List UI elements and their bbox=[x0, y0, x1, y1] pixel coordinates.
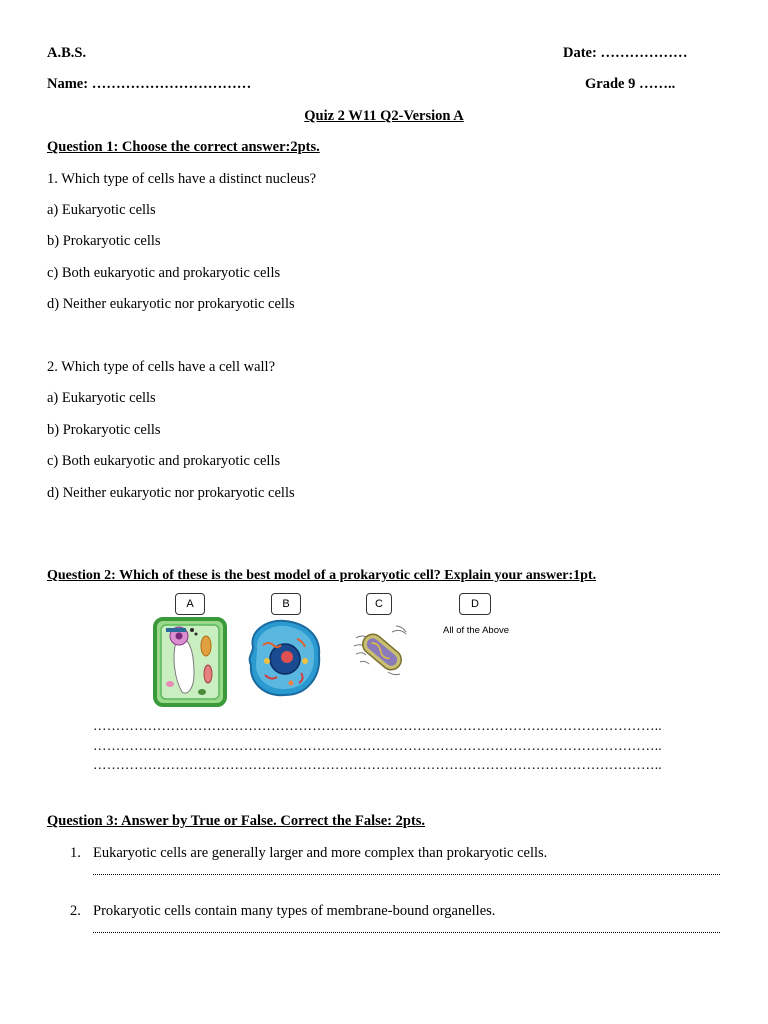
date-field[interactable]: Date: ……………… bbox=[563, 45, 688, 61]
q2-answer-line-2[interactable]: …………………………………………………………………………………………………………….. bbox=[93, 738, 662, 753]
quiz-title: Quiz 2 W11 Q2-Version A bbox=[304, 108, 464, 124]
q1-item1-option-d[interactable]: d) Neither eukaryotic nor prokaryotic cells bbox=[47, 296, 295, 312]
q1-item1-option-c[interactable]: c) Both eukaryotic and prokaryotic cells bbox=[47, 265, 281, 281]
choice-d-text: All of the Above bbox=[443, 625, 510, 636]
name-field[interactable]: Name: …………………………… bbox=[47, 76, 252, 92]
choice-c-box[interactable]: C bbox=[366, 593, 392, 615]
plant-cell-image[interactable] bbox=[152, 616, 228, 708]
question2-heading: Question 2: Which of these is the best model of a prokaryotic cell? Explain your answer:1pt. bbox=[47, 568, 597, 583]
q1-item2-option-d[interactable]: d) Neither eukaryotic nor prokaryotic cells bbox=[47, 485, 295, 501]
q1-item1-option-a[interactable]: a) Eukaryotic cells bbox=[47, 202, 156, 218]
q1-item2-prompt: 2. Which type of cells have a cell wall? bbox=[47, 359, 276, 375]
q1-item2-option-c[interactable]: c) Both eukaryotic and prokaryotic cells bbox=[47, 453, 281, 469]
q1-item1-option-b[interactable]: b) Prokaryotic cells bbox=[47, 233, 161, 249]
bacterium-image[interactable] bbox=[352, 622, 410, 680]
q3-statement1-number: 1. bbox=[70, 845, 81, 861]
q3-statement2-answer-line[interactable] bbox=[93, 932, 720, 933]
q3-statement1-text: Eukaryotic cells are generally larger and more complex than prokaryotic cells. bbox=[93, 845, 548, 861]
choice-b-box[interactable]: B bbox=[271, 593, 301, 615]
q3-statement2-number: 2. bbox=[70, 903, 81, 919]
q3-statement1-answer-line[interactable] bbox=[93, 874, 720, 875]
q1-item1-prompt: 1. Which type of cells have a distinct nucleus? bbox=[47, 171, 317, 187]
q1-item2-option-a[interactable]: a) Eukaryotic cells bbox=[47, 390, 156, 406]
q2-answer-line-3[interactable]: …………………………………………………………………………………………………………….. bbox=[93, 757, 662, 772]
school-name: A.B.S. bbox=[47, 45, 87, 61]
choice-d-box[interactable]: D bbox=[459, 593, 491, 615]
animal-cell-image[interactable] bbox=[245, 617, 325, 699]
grade-field[interactable]: Grade 9 …….. bbox=[585, 76, 676, 92]
question3-heading: Question 3: Answer by True or False. Correct the False: 2pts. bbox=[47, 813, 426, 829]
q3-statement2-text: Prokaryotic cells contain many types of membrane-bound organelles. bbox=[93, 903, 496, 919]
q2-answer-line-1[interactable]: …………………………………………………………………………………………………………….. bbox=[93, 718, 662, 733]
q1-item2-option-b[interactable]: b) Prokaryotic cells bbox=[47, 422, 161, 438]
choice-a-box[interactable]: A bbox=[175, 593, 205, 615]
question1-heading: Question 1: Choose the correct answer:2pts. bbox=[47, 139, 320, 155]
